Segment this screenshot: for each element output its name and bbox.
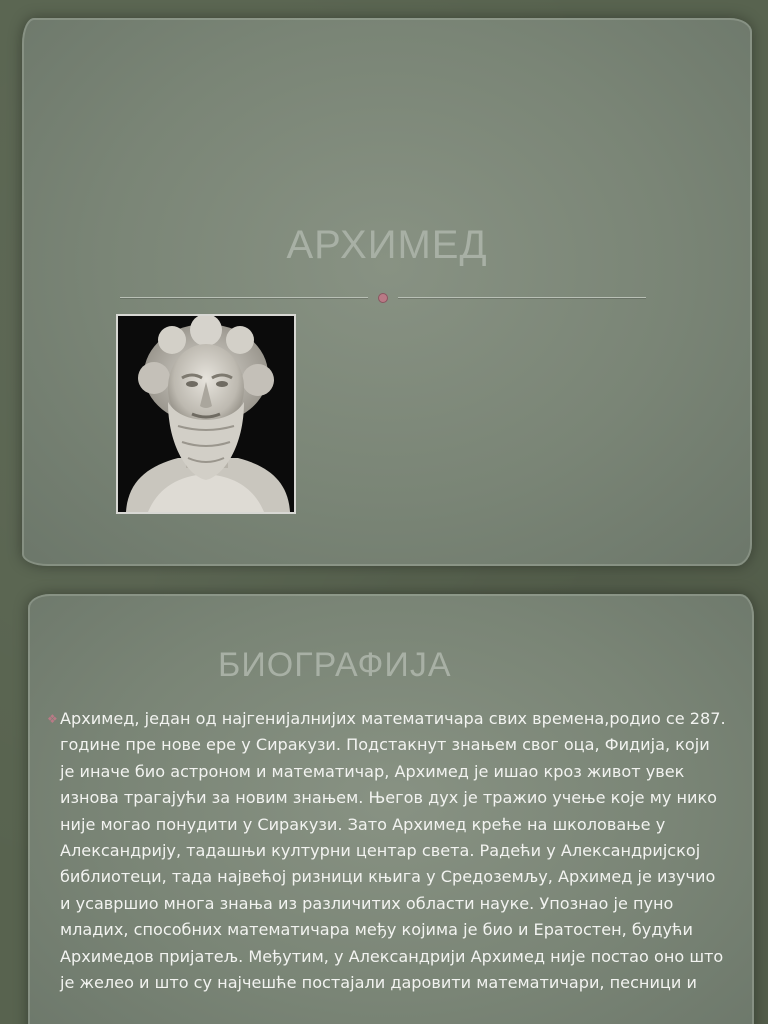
bullet-diamond-icon: ❖ [47,712,58,726]
divider-line-right [398,297,646,298]
biography-paragraph [47,706,726,996]
divider-dot-icon [378,293,388,303]
biography-slide [28,594,754,1024]
bust-illustration [118,316,294,512]
divider-line-left [120,297,368,298]
slide-title: АРХИМЕД [286,223,488,267]
title-slide [22,18,752,566]
archimedes-bust-image [116,314,296,514]
biography-text: Архимед, један од најгенијалнијих математичара свих времена,родио се 287. године пре нове ере у Сиракузи. Подстакнут знањем свог оца, Фидија, који је иначе био астроном и математичар, Архимед је ишао кроз живот увек изнова трагајући за новим знањем. Његов дух је тражио учење које му нико није могао понудити у Сиракузи. Зато Архимед креће на школовање у Александрију, тадашњи културни центар света. Радећи у Александријској библиотеци, тада највећој ризници књига у Средоземљу, Архимед је изучио и усавршио многа знања из различитих области науке. Упознао је пуно младих, способних математичара међу којима је био и Ератостен, будући Архимедов пријатељ. Међутим, у Александрији Архимед није постао оно што је желео и што су најчешће постајали даровити математичари, песници и [60,709,726,993]
biography-title: БИОГРАФИЈА [218,646,452,684]
title-divider [120,293,646,303]
